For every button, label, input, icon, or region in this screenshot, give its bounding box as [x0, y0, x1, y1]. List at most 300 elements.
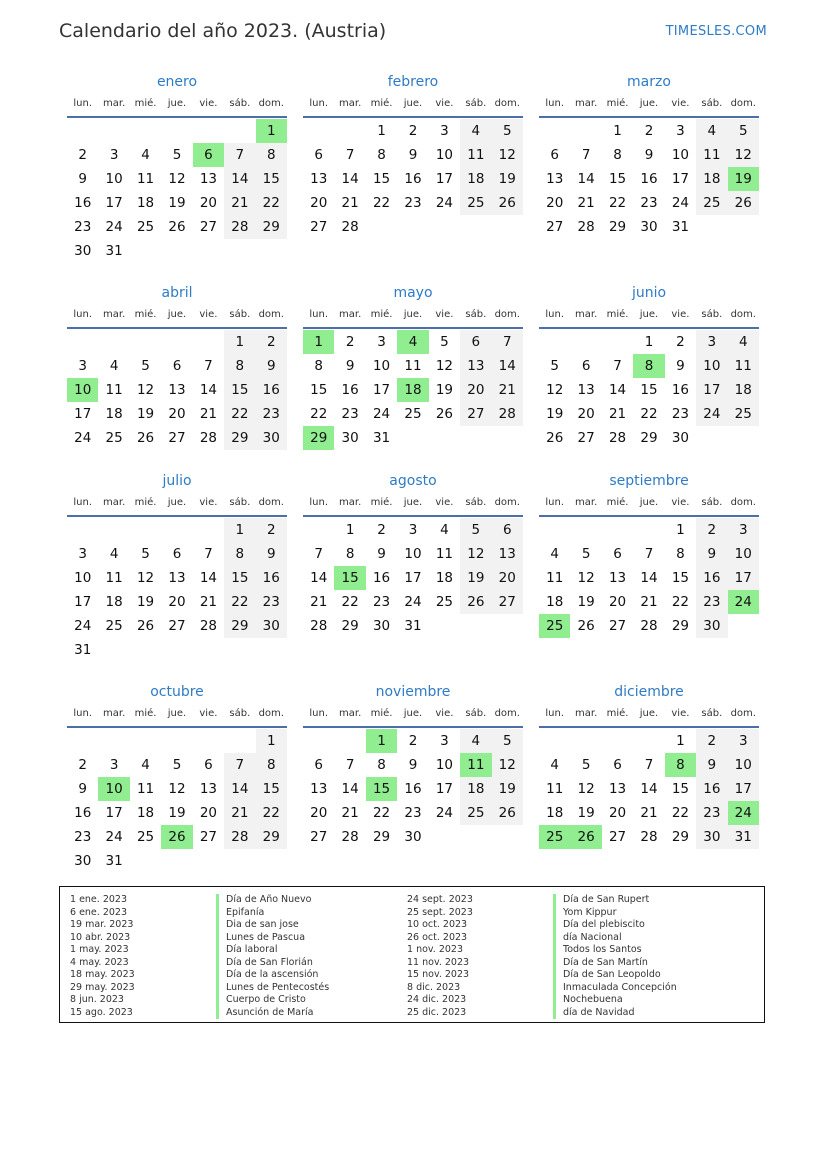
weekend-day-cell: 27 [460, 402, 491, 426]
day-cell: 27 [168, 618, 186, 634]
day-cell: 11 [435, 546, 453, 562]
day-cell: 16 [372, 570, 391, 586]
weekday-header: jue. [639, 497, 659, 508]
day-cell: 12 [577, 570, 595, 586]
legend-date: 29 may. 2023 [70, 981, 135, 993]
day-cell: 31 [105, 243, 123, 259]
day-cell: 28 [341, 829, 359, 845]
weekday-header: mié. [370, 98, 393, 109]
weekday-header: vie. [671, 708, 690, 719]
weekday-header: jue. [167, 98, 187, 109]
day-cell: 24 [105, 219, 123, 235]
day-cell: 28 [199, 430, 217, 446]
legend-date: 25 dic. 2023 [407, 1006, 467, 1018]
day-cell: 3 [377, 334, 386, 350]
legend-date: 8 jun. 2023 [70, 994, 124, 1005]
day-cell: 22 [671, 805, 689, 821]
weekend-day-cell: 16 [696, 777, 727, 801]
month-name: septiembre [609, 473, 689, 489]
weekday-header: mar. [103, 497, 126, 508]
weekend-day-cell: 18 [696, 167, 727, 191]
day-cell: 2 [345, 334, 355, 350]
day-cell: 7 [345, 757, 355, 773]
day-cell: 2 [78, 147, 87, 163]
weekend-day-cell: 30 [256, 614, 287, 638]
day-cell: 24 [435, 805, 453, 821]
weekday-header: vie. [435, 708, 454, 719]
day-cell: 10 [404, 546, 422, 562]
weekday-header: mar. [575, 497, 598, 508]
day-cell: 27 [199, 829, 217, 845]
weekday-header: mié. [606, 497, 629, 508]
day-cell: 12 [435, 358, 453, 374]
day-cell: 4 [109, 358, 119, 374]
day-cell: 22 [372, 195, 391, 211]
weekday-header: mié. [370, 497, 393, 508]
legend-date: 10 abr. 2023 [70, 931, 131, 943]
day-cell: 7 [204, 546, 213, 562]
weekday-header: lun. [545, 309, 565, 320]
weekend-day-cell: 5 [492, 119, 523, 143]
weekend-day-cell: 19 [492, 167, 523, 191]
month-name: abril [161, 285, 193, 301]
weekend-day-cell: 5 [492, 729, 523, 753]
day-cell: 9 [408, 147, 418, 163]
day-cell: 24 [105, 829, 123, 845]
weekday-header: mar. [339, 497, 362, 508]
day-cell: 13 [546, 171, 564, 187]
legend-date: 4 may. 2023 [70, 956, 129, 968]
day-cell: 21 [199, 406, 217, 422]
weekend-day-cell: 23 [696, 801, 727, 825]
weekday-header: dom. [494, 497, 520, 508]
day-cell: 4 [141, 147, 150, 163]
day-cell: 17 [435, 171, 453, 187]
legend-holiday-name: Nochebuena [553, 994, 677, 1007]
day-cell: 13 [310, 171, 328, 187]
day-cell: 23 [74, 219, 92, 235]
page-title: Calendario del año 2023. (Austria) [59, 20, 387, 42]
weekend-day-cell: 30 [256, 426, 287, 450]
weekday-header: dom. [258, 98, 284, 109]
day-cell: 21 [577, 195, 595, 211]
day-cell: 20 [199, 805, 217, 821]
weekday-header: lun. [309, 98, 329, 109]
day-cell: 29 [640, 430, 658, 446]
weekday-header: mar. [575, 98, 598, 109]
day-cell: 14 [341, 781, 359, 797]
day-cell: 7 [345, 147, 355, 163]
day-cell: 8 [314, 358, 323, 374]
weekend-day-cell: 20 [492, 566, 523, 590]
day-cell: 4 [141, 757, 150, 773]
legend-holiday-name: Día de Año Nuevo [216, 894, 329, 907]
day-cell: 27 [168, 430, 186, 446]
day-cell: 28 [341, 219, 359, 235]
weekend-day-cell: 22 [256, 801, 287, 825]
month-name: octubre [150, 684, 204, 700]
day-cell: 26 [136, 618, 155, 634]
day-cell: 22 [640, 406, 658, 422]
day-cell: 16 [640, 171, 658, 187]
weekend-day-cell: 28 [224, 215, 255, 239]
weekend-day-cell: 8 [256, 753, 287, 777]
weekend-day-cell: 9 [256, 354, 287, 378]
weekend-day-cell: 22 [224, 402, 255, 426]
day-cell: 31 [74, 642, 92, 658]
day-cell: 30 [341, 430, 359, 446]
weekday-header: vie. [199, 708, 218, 719]
day-cell: 13 [577, 382, 595, 398]
weekday-header: vie. [199, 309, 218, 320]
weekday-header: sáb. [465, 98, 487, 109]
weekend-day-cell: 14 [224, 167, 255, 191]
weekend-day-cell: 9 [696, 542, 727, 566]
day-cell: 28 [608, 430, 627, 446]
day-cell: 19 [546, 406, 564, 422]
weekend-day-cell: 18 [460, 777, 491, 801]
day-cell: 11 [136, 171, 155, 187]
weekday-header: dom. [730, 309, 756, 320]
day-cell: 19 [136, 406, 155, 422]
weekend-day-cell: 2 [256, 518, 287, 542]
holiday-day-cell: 8 [665, 753, 696, 777]
day-cell: 14 [310, 570, 328, 586]
day-cell: 29 [671, 829, 689, 845]
day-cell: 2 [408, 733, 418, 749]
day-cell: 13 [199, 781, 217, 797]
weekend-day-cell: 31 [728, 825, 759, 849]
day-cell: 6 [172, 358, 182, 374]
day-cell: 2 [644, 123, 654, 139]
legend-holiday-name: Día de San Martín [553, 957, 677, 970]
day-cell: 12 [546, 382, 564, 398]
weekday-header: vie. [435, 497, 454, 508]
weekend-day-cell: 12 [492, 143, 523, 167]
day-cell: 15 [640, 382, 658, 398]
weekday-header: mar. [103, 309, 126, 320]
legend-holiday-name: día de Navidad [553, 1007, 677, 1020]
day-cell: 30 [74, 853, 92, 869]
weekday-header: mié. [370, 708, 393, 719]
day-cell: 10 [105, 171, 123, 187]
weekend-day-cell: 20 [460, 378, 491, 402]
day-cell: 7 [581, 147, 591, 163]
day-cell: 13 [168, 382, 186, 398]
legend-holiday-name: Todos los Santos [553, 944, 677, 957]
day-cell: 23 [372, 594, 391, 610]
holiday-day-cell: 15 [334, 566, 365, 590]
day-cell: 3 [440, 123, 449, 139]
day-cell: 11 [105, 382, 123, 398]
day-cell: 5 [141, 358, 150, 374]
day-cell: 21 [608, 406, 627, 422]
weekend-day-cell: 4 [460, 119, 491, 143]
day-cell: 19 [577, 805, 595, 821]
weekday-header: dom. [730, 98, 756, 109]
weekday-header: mar. [339, 309, 362, 320]
day-cell: 18 [546, 594, 564, 610]
legend-date: 1 ene. 2023 [70, 894, 127, 905]
legend-date: 1 nov. 2023 [407, 944, 463, 955]
day-cell: 18 [136, 805, 155, 821]
weekday-header: mar. [103, 98, 126, 109]
weekend-day-cell: 7 [224, 753, 255, 777]
weekend-day-cell: 29 [224, 426, 255, 450]
weekday-header: jue. [403, 309, 423, 320]
weekend-day-cell: 24 [696, 402, 727, 426]
day-cell: 5 [141, 546, 150, 562]
holiday-day-cell: 29 [303, 426, 334, 450]
day-cell: 17 [105, 195, 123, 211]
day-cell: 19 [168, 805, 186, 821]
day-cell: 20 [546, 195, 564, 211]
weekend-day-cell: 7 [492, 330, 523, 354]
legend-date: 6 ene. 2023 [70, 906, 127, 918]
day-cell: 25 [435, 594, 453, 610]
legend-holiday-name: Dia de san jose [216, 919, 329, 932]
day-cell: 23 [671, 406, 689, 422]
holiday-day-cell: 19 [728, 167, 759, 191]
legend-date: 8 dic. 2023 [407, 981, 461, 993]
weekday-header: mar. [339, 708, 362, 719]
day-cell: 29 [341, 618, 359, 634]
day-cell: 9 [408, 757, 418, 773]
brand-link[interactable]: TIMESLES.COM [665, 24, 767, 39]
day-cell: 27 [310, 219, 328, 235]
weekday-header: lun. [73, 98, 93, 109]
holiday-day-cell: 25 [539, 614, 570, 638]
day-cell: 3 [440, 733, 449, 749]
legend-holiday-name: día Nacional [553, 932, 677, 945]
weekend-day-cell: 2 [696, 729, 727, 753]
weekend-day-cell: 26 [460, 590, 491, 614]
weekday-header: jue. [639, 98, 659, 109]
weekend-day-cell: 5 [460, 518, 491, 542]
day-cell: 16 [404, 781, 422, 797]
weekday-header: vie. [671, 98, 690, 109]
day-cell: 24 [671, 195, 689, 211]
day-cell: 14 [199, 382, 217, 398]
weekend-day-cell: 1 [256, 729, 287, 753]
day-cell: 7 [613, 358, 622, 374]
month-divider [303, 116, 523, 118]
weekend-day-cell: 2 [256, 330, 287, 354]
day-cell: 5 [581, 546, 591, 562]
legend-holiday-name: Epifanía [216, 907, 329, 920]
day-cell: 20 [199, 195, 217, 211]
day-cell: 11 [546, 570, 564, 586]
weekday-header: sáb. [465, 309, 487, 320]
month-name: enero [156, 74, 198, 90]
legend-holiday-name: Día laboral [216, 944, 329, 957]
weekend-day-cell: 16 [696, 566, 727, 590]
legend-holiday-name: Asunción de María [216, 1007, 329, 1020]
weekday-header: mar. [339, 98, 362, 109]
day-cell: 1 [644, 334, 654, 350]
holiday-day-cell: 11 [460, 753, 491, 777]
day-cell: 17 [404, 570, 422, 586]
day-cell: 24 [74, 618, 92, 634]
weekday-header: lun. [73, 708, 93, 719]
weekday-header: dom. [494, 708, 520, 719]
day-cell: 15 [671, 570, 689, 586]
day-cell: 3 [78, 358, 87, 374]
holiday-day-cell: 8 [633, 354, 664, 378]
weekend-day-cell: 5 [728, 119, 759, 143]
day-cell: 20 [310, 805, 328, 821]
legend-date: 1 may. 2023 [70, 944, 129, 955]
weekday-header: sáb. [229, 98, 251, 109]
legend-names-column-2 [553, 894, 677, 1019]
day-cell: 13 [608, 781, 627, 797]
day-cell: 20 [168, 406, 186, 422]
day-cell: 7 [204, 358, 213, 374]
day-cell: 17 [372, 382, 391, 398]
weekend-day-cell: 13 [460, 354, 491, 378]
legend-holiday-name: Inmaculada Concepción [553, 982, 677, 995]
weekday-header: mié. [606, 708, 629, 719]
day-cell: 8 [613, 147, 622, 163]
day-cell: 24 [435, 195, 453, 211]
holiday-day-cell: 24 [728, 590, 759, 614]
holiday-day-cell: 26 [161, 825, 192, 849]
weekend-day-cell: 28 [224, 825, 255, 849]
day-cell: 27 [310, 829, 328, 845]
weekday-header: lun. [309, 309, 329, 320]
weekend-day-cell: 6 [460, 330, 491, 354]
weekend-day-cell: 14 [224, 777, 255, 801]
legend-holiday-name: Cuerpo de Cristo [216, 994, 329, 1007]
weekday-header: vie. [435, 98, 454, 109]
weekday-header: lun. [73, 497, 93, 508]
weekend-day-cell: 12 [728, 143, 759, 167]
day-cell: 30 [74, 243, 92, 259]
legend-date: 19 mar. 2023 [70, 919, 134, 930]
weekday-header: sáb. [701, 98, 723, 109]
day-cell: 9 [78, 171, 87, 187]
weekday-header: mié. [606, 309, 629, 320]
day-cell: 4 [440, 522, 449, 538]
month-divider [303, 515, 523, 517]
day-cell: 6 [314, 147, 323, 163]
day-cell: 2 [78, 757, 87, 773]
weekday-header: jue. [403, 98, 423, 109]
weekend-day-cell: 17 [696, 378, 727, 402]
legend-holiday-name: Lunes de Pentecostés [216, 982, 329, 995]
weekday-header: sáb. [229, 708, 251, 719]
weekday-header: lun. [309, 497, 329, 508]
day-cell: 26 [435, 406, 453, 422]
weekday-header: dom. [494, 98, 520, 109]
day-cell: 3 [109, 147, 119, 163]
day-cell: 30 [404, 829, 422, 845]
weekday-header: dom. [258, 309, 284, 320]
day-cell: 15 [310, 382, 328, 398]
holiday-day-cell: 4 [397, 330, 428, 354]
weekend-day-cell: 3 [728, 518, 759, 542]
day-cell: 17 [74, 406, 92, 422]
day-cell: 9 [676, 358, 685, 374]
day-cell: 23 [404, 195, 422, 211]
day-cell: 17 [671, 171, 689, 187]
day-cell: 28 [640, 829, 658, 845]
day-cell: 9 [377, 546, 386, 562]
month-name: diciembre [614, 684, 684, 700]
day-cell: 19 [168, 195, 186, 211]
day-cell: 4 [109, 546, 119, 562]
day-cell: 29 [372, 829, 391, 845]
day-cell: 6 [204, 757, 213, 773]
month-name: noviembre [375, 684, 451, 700]
day-cell: 14 [608, 382, 627, 398]
weekend-day-cell: 29 [256, 825, 287, 849]
day-cell: 5 [581, 757, 591, 773]
month-divider [539, 327, 759, 329]
weekend-day-cell: 19 [492, 777, 523, 801]
weekend-day-cell: 23 [256, 590, 287, 614]
day-cell: 11 [404, 358, 422, 374]
weekday-header: jue. [639, 309, 659, 320]
day-cell: 4 [550, 757, 559, 773]
weekend-day-cell: 11 [696, 143, 727, 167]
day-cell: 10 [671, 147, 689, 163]
day-cell: 1 [377, 123, 386, 139]
legend-date: 24 sept. 2023 [407, 894, 473, 905]
day-cell: 2 [377, 522, 386, 538]
day-cell: 20 [577, 406, 595, 422]
day-cell: 20 [310, 195, 328, 211]
weekday-header: sáb. [465, 708, 487, 719]
day-cell: 14 [341, 171, 359, 187]
day-cell: 6 [172, 546, 182, 562]
month-divider [539, 116, 759, 118]
weekend-day-cell: 25 [696, 191, 727, 215]
day-cell: 19 [577, 594, 595, 610]
weekday-header: vie. [199, 497, 218, 508]
weekend-day-cell: 10 [728, 753, 759, 777]
weekday-header: lun. [73, 309, 93, 320]
weekend-day-cell: 25 [728, 402, 759, 426]
weekday-header: mié. [134, 708, 157, 719]
weekend-day-cell: 3 [696, 330, 727, 354]
day-cell: 16 [74, 195, 92, 211]
month-divider [539, 515, 759, 517]
month-name: agosto [389, 473, 437, 489]
weekend-day-cell: 1 [224, 518, 255, 542]
holiday-day-cell: 10 [98, 777, 129, 801]
weekend-day-cell: 8 [224, 354, 255, 378]
day-cell: 15 [608, 171, 627, 187]
day-cell: 22 [671, 594, 689, 610]
day-cell: 31 [372, 430, 391, 446]
day-cell: 14 [577, 171, 595, 187]
day-cell: 29 [671, 618, 689, 634]
weekend-day-cell: 15 [256, 167, 287, 191]
day-cell: 10 [74, 570, 92, 586]
weekday-header: dom. [258, 497, 284, 508]
weekend-day-cell: 15 [224, 566, 255, 590]
day-cell: 10 [435, 757, 453, 773]
day-cell: 13 [608, 570, 627, 586]
day-cell: 11 [136, 781, 155, 797]
weekday-header: sáb. [229, 309, 251, 320]
day-cell: 3 [676, 123, 685, 139]
holiday-day-cell: 6 [193, 143, 224, 167]
legend-date: 15 nov. 2023 [407, 969, 470, 980]
day-cell: 24 [404, 594, 422, 610]
weekend-day-cell: 12 [492, 753, 523, 777]
